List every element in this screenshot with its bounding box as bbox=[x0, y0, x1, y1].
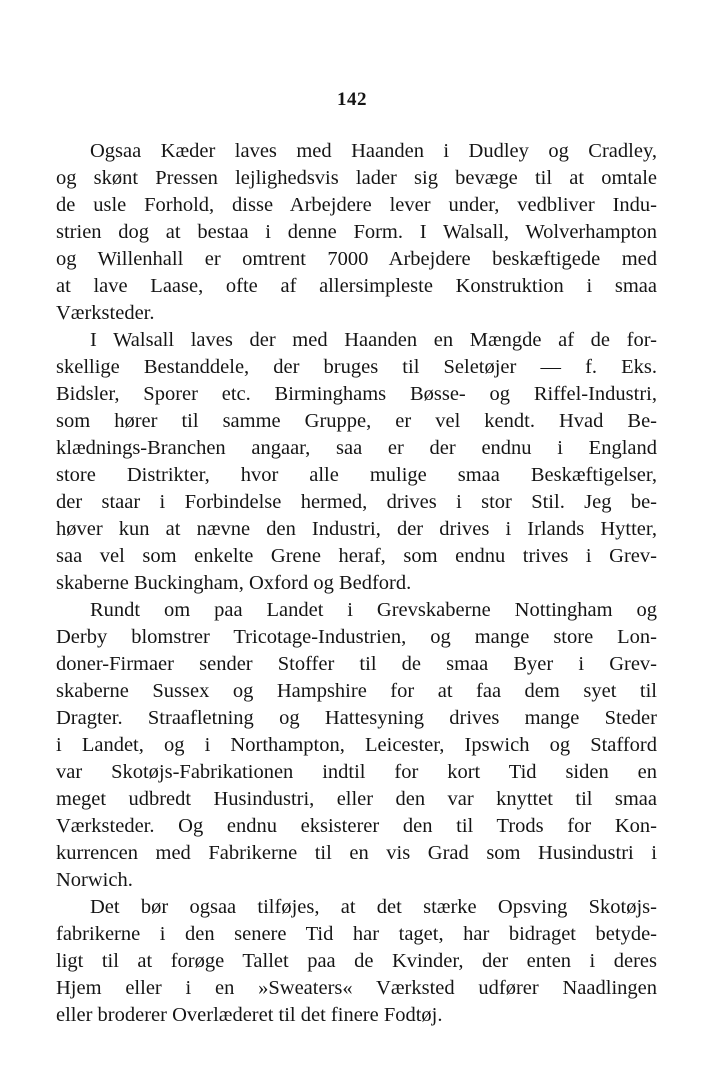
page-number: 142 bbox=[337, 89, 367, 110]
text-line: strien dog at bestaa i denne Form. I Walsall, Wolverhampton bbox=[56, 221, 657, 243]
paragraph bbox=[56, 138, 657, 327]
text-line: saa vel som enkelte Grene heraf, som endnu trives i Grev- bbox=[56, 545, 657, 567]
text-line: var Skotøjs-Fabrikationen indtil for kort Tid siden en bbox=[56, 761, 657, 783]
text-line: skaberne Sussex og Hampshire for at faa dem syet til bbox=[56, 680, 657, 702]
text-line: fabrikerne i den senere Tid har taget, har bidraget betyde- bbox=[56, 923, 657, 945]
text-line: doner-Firmaer sender Stoffer til de smaa Byer i Grev- bbox=[56, 653, 657, 675]
text-line: Værksteder. Og endnu eksisterer den til Trods for Kon- bbox=[56, 815, 657, 837]
paragraph bbox=[56, 894, 657, 1029]
text-line: Ogsaa Kæder laves med Haanden i Dudley og Cradley, bbox=[90, 140, 657, 162]
text-line: der staar i Forbindelse hermed, drives i stor Stil. Jeg be- bbox=[56, 491, 657, 513]
paragraph bbox=[56, 327, 657, 597]
text-line: Bidsler, Sporer etc. Birminghams Bøsse- og Riffel-Industri, bbox=[56, 383, 657, 405]
text-line: meget udbredt Husindustri, eller den var knyttet til smaa bbox=[56, 788, 657, 810]
text-line: Norwich. bbox=[56, 869, 133, 891]
text-line: Dragter. Straafletning og Hattesyning drives mange Steder bbox=[56, 707, 657, 729]
text-line: og Willenhall er omtrent 7000 Arbejdere beskæftigede med bbox=[56, 248, 657, 270]
text-line: skaberne Buckingham, Oxford og Bedford. bbox=[56, 572, 412, 594]
text-line: at lave Laase, ofte af allersimpleste Konstruktion i smaa bbox=[56, 275, 657, 297]
text-line: og skønt Pressen lejlighedsvis lader sig bevæge til at omtale bbox=[56, 167, 657, 189]
text-line: eller broderer Overlæderet til det finere Fodtøj. bbox=[56, 1004, 443, 1026]
body-text bbox=[56, 138, 657, 1029]
text-line: Værksteder. bbox=[56, 302, 155, 324]
text-line: i Landet, og i Northampton, Leicester, Ipswich og Stafford bbox=[56, 734, 657, 756]
text-line: store Distrikter, hvor alle mulige smaa Beskæftigelser, bbox=[56, 464, 657, 486]
text-line: Hjem eller i en »Sweaters« Værksted udfører Naadlingen bbox=[56, 977, 657, 999]
text-line: de usle Forhold, disse Arbejdere lever under, vedbliver Indu- bbox=[56, 194, 657, 216]
text-line: Derby blomstrer Tricotage-Industrien, og mange store Lon- bbox=[56, 626, 657, 648]
text-line: ligt til at forøge Tallet paa de Kvinder, der enten i deres bbox=[56, 950, 657, 972]
text-line: Det bør ogsaa tilføjes, at det stærke Opsving Skotøjs- bbox=[90, 896, 657, 918]
text-line: Rundt om paa Landet i Grevskaberne Nottingham og bbox=[90, 599, 657, 621]
text-line: skellige Bestanddele, der bruges til Seletøjer — f. Eks. bbox=[56, 356, 657, 378]
text-line: I Walsall laves der med Haanden en Mængde af de for- bbox=[90, 329, 657, 351]
text-line: klædnings-Branchen angaar, saa er der endnu i England bbox=[56, 437, 657, 459]
text-line: som hører til samme Gruppe, er vel kendt. Hvad Be- bbox=[56, 410, 657, 432]
text-line: høver kun at nævne den Industri, der drives i Irlands Hytter, bbox=[56, 518, 657, 540]
paragraph bbox=[56, 597, 657, 894]
text-line: kurrencen med Fabrikerne til en vis Grad som Husindustri i bbox=[56, 842, 657, 864]
